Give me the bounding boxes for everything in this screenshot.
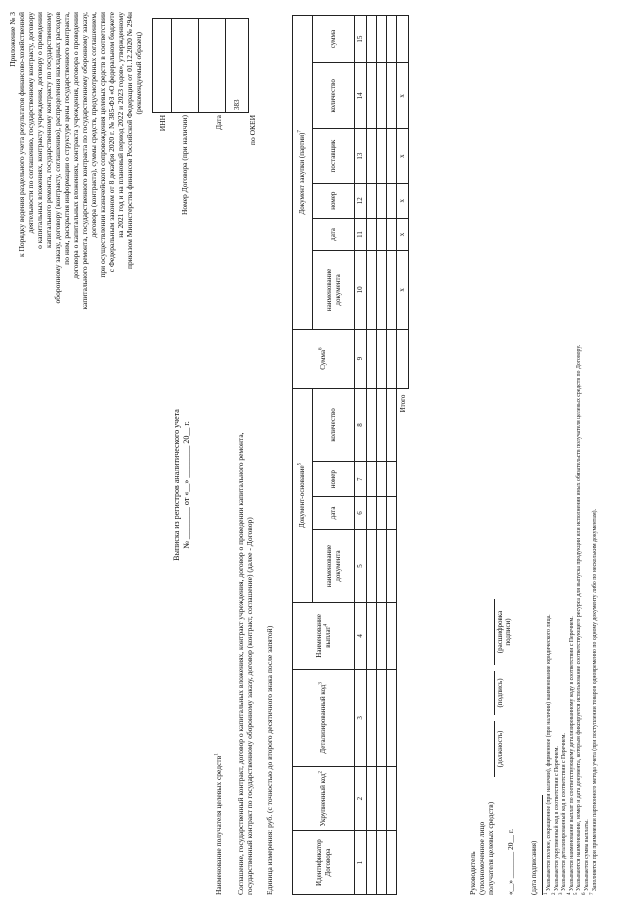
col-number: 7 bbox=[355, 462, 367, 497]
header-number: номер bbox=[313, 462, 355, 497]
head-signature-label bbox=[468, 755, 495, 895]
header-purchase-doc-name: наименование документа bbox=[313, 251, 355, 329]
head-line2: (уполномоченное лицо bbox=[477, 821, 486, 895]
appendix-line: с Федеральным законом от 8 декабря 2020 г. № 385-ФЗ «О федеральном бюджете bbox=[107, 12, 116, 273]
appendix-line: договора (контракта), суммы средств, предусмотренных соглашением, bbox=[89, 12, 98, 238]
col-number: 2 bbox=[355, 767, 367, 831]
header-purchase-doc: Документ закупки (партии)$^7$ bbox=[293, 16, 313, 330]
table-row bbox=[367, 16, 377, 895]
col-number: 8 bbox=[355, 388, 367, 462]
okei-value: 383 bbox=[226, 19, 249, 113]
col-number: 3 bbox=[355, 669, 367, 767]
header-enlarged-code: Укрупненный код$^2$ bbox=[293, 767, 355, 831]
footnote: 5 Указываются наименование, номер и дата документа, которым фиксируется использование соответствующего ресурса для выпуска продукции или исполнения иных обязательств получателя целевых средств по Договору. bbox=[574, 344, 583, 895]
recommended-sample: (рекомендуемый образец) bbox=[134, 32, 143, 115]
signature-caption: (подпись) bbox=[496, 678, 504, 708]
decoding-line bbox=[494, 599, 495, 665]
agreement-line1: Соглашение, государственный контракт, договор о капитальных вложениях, контракт учреждения, договор о проведении капитального ремонта, bbox=[236, 432, 245, 895]
date-cell bbox=[199, 19, 226, 113]
col-number: 1 bbox=[355, 831, 367, 895]
footnote: 7 Заполняется при применении партионного метода учета (при поступлении товаров одновременно по одному документу либо по нескольким документам). bbox=[589, 508, 598, 895]
header-basis-doc: Документ-основание$^5$ bbox=[293, 388, 313, 603]
table-row bbox=[377, 16, 387, 895]
total-x: x bbox=[397, 183, 409, 218]
appendix-line: при осуществлении казначейского сопровождения целевых средств в соответствии bbox=[98, 12, 107, 278]
contract-number-cell bbox=[172, 19, 199, 113]
total-x: x bbox=[397, 218, 409, 251]
statement-title bbox=[172, 325, 191, 645]
signing-date-caption: (дата подписания) bbox=[530, 840, 538, 895]
footnote: 4 Указывается наименование выплат по соответствующему детализированному коду в соответствии с Перечнем. bbox=[566, 616, 575, 895]
inn-label: ИНН bbox=[158, 115, 167, 132]
agreement-line2: государственный контракт по государственному оборонному заказу, договор (контракт, соглашение) (далее - Договор) bbox=[245, 517, 254, 895]
total-x: x bbox=[397, 129, 409, 183]
total-x: x bbox=[397, 63, 409, 129]
appendix-line: деятельности по соглашению, государственному контракту, договору bbox=[26, 12, 35, 234]
recipient-label: Наименование получателя целевых средств bbox=[214, 755, 223, 895]
unit-field: Единица измерения: руб. (с точностью до второго десятичного знака после запятой) bbox=[265, 625, 274, 895]
appendix-header bbox=[8, 12, 143, 652]
header-doc-name: наименование документа bbox=[313, 529, 355, 603]
appendix-line: договора о капитальных вложениях, контракта учреждения, договора о проведении bbox=[71, 12, 80, 279]
header-quantity: количество bbox=[313, 388, 355, 462]
recipient-field: Наименование получателя целевых средств$^1$ bbox=[214, 753, 223, 895]
position-line bbox=[494, 721, 495, 777]
appendix-line: по ним, раскрытия информации о структуре цены государственного контракта, bbox=[62, 12, 71, 265]
main-table bbox=[292, 15, 409, 895]
header-date: дата bbox=[313, 497, 355, 530]
codes-table bbox=[152, 18, 249, 113]
position-caption: (должность) bbox=[496, 730, 504, 768]
header-purchase-quantity: количество bbox=[313, 63, 355, 129]
footnotes bbox=[546, 15, 599, 895]
footnote: 2 Указывается укрупненный код в соответствии с Перечнем. bbox=[551, 746, 560, 895]
column-number-row bbox=[355, 16, 367, 895]
col-number: 6 bbox=[355, 497, 367, 530]
total-sum-cell bbox=[397, 16, 409, 63]
footnote: 6 Указывается сумма выплаты. bbox=[582, 819, 590, 895]
statement-number-date: № ________ от «__» ________ 20__ г. bbox=[181, 421, 191, 549]
footnote: 1 Указывается полное, сокращенное (при наличии), фирменное (при наличии) наименование юридического лица. bbox=[544, 614, 552, 895]
appendix-line: капитального ремонта, государственному контракту по государственному bbox=[44, 12, 53, 248]
signature-line bbox=[494, 671, 495, 715]
appendix-line: капитального ремонта, государственного контракта по государственному оборонному заказу, bbox=[80, 12, 89, 310]
agreement-field bbox=[236, 205, 254, 895]
header-amount: Сумма$^6$ bbox=[293, 329, 355, 388]
total-x: x bbox=[397, 251, 409, 329]
okei-label: по ОКЕИ bbox=[248, 115, 257, 146]
head-line1: Руководитель bbox=[468, 851, 477, 895]
header-supplier: поставщик bbox=[313, 129, 355, 183]
appendix-line: к Порядку ведения раздельного учета результатов финансово-хозяйственной bbox=[17, 12, 26, 258]
decoding-caption: (расшифровка подписи) bbox=[496, 610, 513, 654]
col-number: 12 bbox=[355, 183, 367, 218]
head-line3: получателя целевых средств) bbox=[486, 801, 495, 895]
col-number: 14 bbox=[355, 63, 367, 129]
col-number: 10 bbox=[355, 251, 367, 329]
col-number: 13 bbox=[355, 129, 367, 183]
appendix-line: о капитальных вложениях, контракту учреждения, договору о проведении bbox=[35, 12, 44, 249]
total-row bbox=[397, 16, 409, 895]
header-sum: сумма bbox=[313, 16, 355, 63]
appendix-line: оборонному заказу, договору (контракту, соглашению), распределения накладных расходов bbox=[53, 12, 62, 304]
col-number: 11 bbox=[355, 218, 367, 251]
header-payment-name: Наименование выплат$^4$ bbox=[293, 603, 355, 669]
col-number: 15 bbox=[355, 16, 367, 63]
col-number: 5 bbox=[355, 529, 367, 603]
footnote-separator bbox=[542, 795, 543, 895]
total-label: Итого bbox=[398, 394, 407, 413]
col-number: 4 bbox=[355, 603, 367, 669]
signing-date-line: «__» _______ 20__ г. bbox=[506, 829, 515, 895]
statement-title-line1: Выписка из регистров аналитического учета bbox=[172, 409, 181, 561]
appendix-title: Приложение № 3 bbox=[8, 12, 17, 67]
col-number: 9 bbox=[355, 329, 367, 388]
total-amount-cell bbox=[397, 329, 409, 388]
inn-cell bbox=[153, 19, 172, 113]
header-detailed-code: Детализированный код$^3$ bbox=[293, 669, 355, 767]
header-contract-id: Идентификатор Договора bbox=[293, 831, 355, 895]
contract-number-label: Номер Договора (при наличии) bbox=[180, 115, 189, 216]
appendix-line: приказом Министерства финансов Российской Федерации от 01.12.2020 № 294н bbox=[125, 12, 134, 270]
table-row bbox=[387, 16, 397, 895]
footnote: 3 Указывается детализированный код в соответствии с Перечнем. bbox=[559, 733, 568, 895]
date-label: Дата bbox=[214, 115, 223, 130]
appendix-line: на 2021 год и на плановый период 2022 и 2023 годов», утвержденному bbox=[116, 12, 125, 238]
header-purchase-number: номер bbox=[313, 183, 355, 218]
header-purchase-date: дата bbox=[313, 218, 355, 251]
